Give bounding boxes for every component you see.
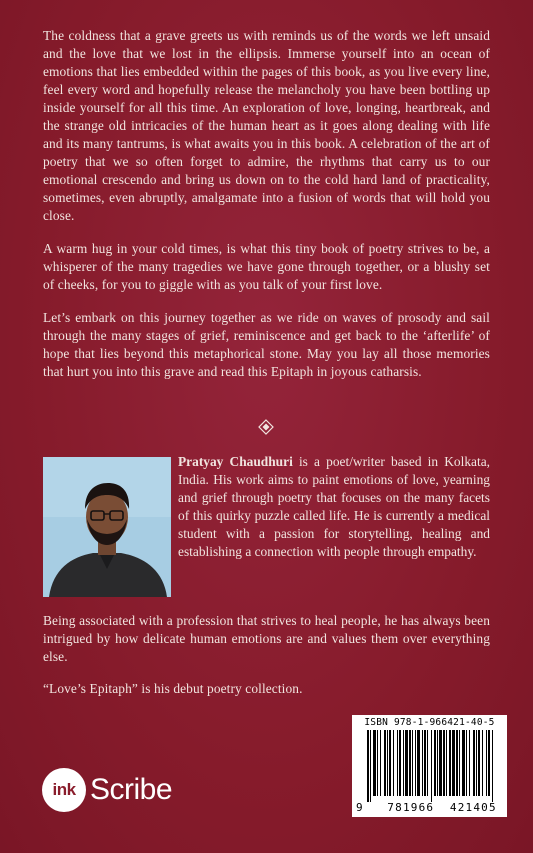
ean-right-group: 421405 (449, 801, 497, 814)
logo-mark-text: ink (52, 780, 76, 799)
publisher-logo (42, 768, 172, 812)
author-paragraph-2: Being associated with a profession that strives to heal people, he has always been intrigued by how delicate human emotions are and values them over everything else. (43, 613, 490, 664)
blurb-paragraph-3: Let’s embark on this journey together as we ride on waves of prosody and sail through the many stages of grief, reminiscence and get back to the ‘afterlife’ of hope that lies beyond this metaphorical stone. May you lay all those memories that hurt you into this grave and read this Epitaph in joyous catharsis. (43, 310, 490, 379)
ean-digits (356, 801, 506, 814)
author-more (43, 612, 490, 712)
isbn-barcode (352, 715, 507, 817)
blurb-paragraph-1: The coldness that a grave greets us with reminds us of the words we left unsaid and the love that we lost in the ellipsis. Immerse yourself into an ocean of emotions that lies embedded within the pages of this book, as you live every line, feel every word and hopefully release the melancholy you have been bottling up inside yourself for all this time. An exploration of love, longing, heartbreak, and the strange old intricacies of the human heart as it goes along dealing with life and its many tantrums, is what awaits you in this book. A celebration of the art of poetry that we so often forget to admire, the rhythms that carry us to our emotional crescendo and bring us down on to the cold hard land of practicality, sometimes, even abruptly, amalgamate into a fusion of words that will hold you close. (43, 28, 490, 223)
author-photo (43, 457, 171, 597)
ink-logo-icon (42, 768, 86, 812)
isbn-label: ISBN 978-1-966421-40-5 (364, 717, 495, 728)
author-bio-text: is a poet/writer based in Kolkata, India. His work aims to paint emotions of love, yearning and grief through poetry that focuses on the many facets of this quirky puzzle called life. He is currently a medical student with a passion for storytelling, healing and establishing a connection with people through empathy. (178, 454, 490, 559)
logo-wordmark: Scribe (90, 773, 173, 806)
debut-note: “Love’s Epitaph” is his debut poetry collection. (43, 681, 303, 696)
ean-first-digit: 9 (356, 801, 364, 814)
diamond-ornament-icon (257, 418, 275, 436)
barcode-bars (367, 730, 493, 802)
blurb (43, 27, 490, 396)
blurb-paragraph-2: A warm hug in your cold times, is what this tiny book of poetry strives to be, a whisperer of the many tragedies we have gone through together, or a blushy set of cheeks, for you to giggle with as you talk of your first love. (43, 241, 490, 292)
author-name: Pratyay Chaudhuri (178, 454, 293, 469)
author-bio (178, 453, 490, 561)
ean-left-group: 781966 (387, 801, 435, 814)
